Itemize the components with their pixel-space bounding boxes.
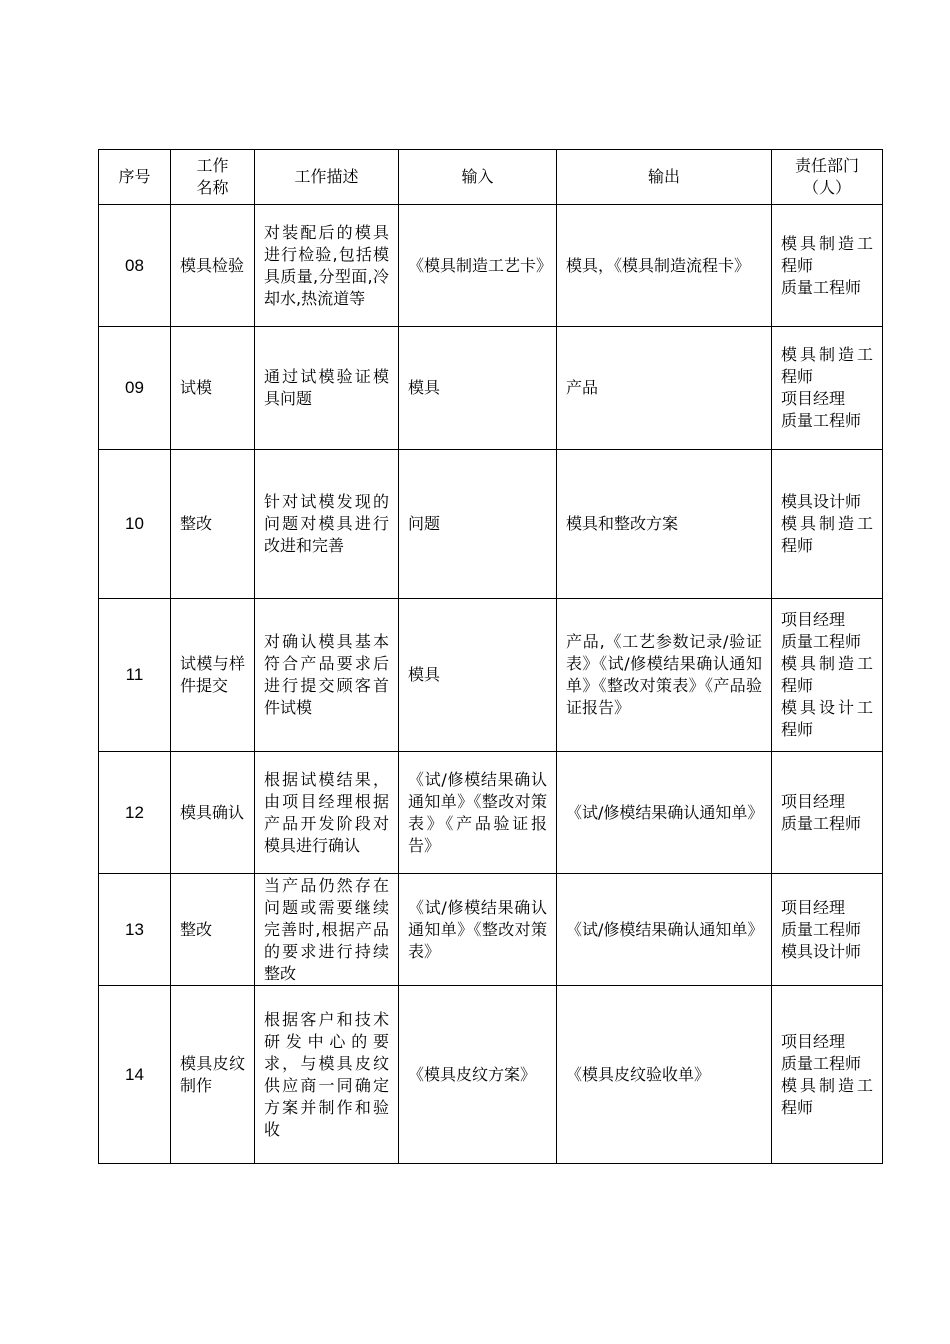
cell-desc: 对装配后的模具进行检验,包括模具质量,分型面,冷却水,热流道等: [255, 205, 399, 327]
cell-dept: 项目经理 质量工程师 模具制造工程师 模具设计工程师: [772, 599, 883, 752]
cell-num: 10: [99, 450, 171, 599]
header-work-desc: 工作描述: [255, 150, 399, 205]
cell-input: 模具: [399, 327, 557, 450]
cell-input: 《模具制造工艺卡》: [399, 205, 557, 327]
cell-num: 09: [99, 327, 171, 450]
cell-name: 整改: [171, 874, 255, 986]
table-row: [99, 752, 883, 874]
cell-dept: 模具设计师 模具制造工程师: [772, 450, 883, 599]
cell-input: 《试/修模结果确认通知单》《整改对策表》《产品验证报告》: [399, 752, 557, 874]
cell-num: 14: [99, 986, 171, 1164]
cell-dept: 项目经理 质量工程师 模具设计师: [772, 874, 883, 986]
header-output: 输出: [557, 150, 772, 205]
cell-dept: 模具制造工程师 质量工程师: [772, 205, 883, 327]
cell-output: 《模具皮纹验收单》: [557, 986, 772, 1164]
table-header-row: [99, 150, 883, 205]
cell-name: 整改: [171, 450, 255, 599]
cell-desc: 针对试模发现的问题对模具进行改进和完善: [255, 450, 399, 599]
cell-output: 模具和整改方案: [557, 450, 772, 599]
cell-input: 问题: [399, 450, 557, 599]
cell-input: 模具: [399, 599, 557, 752]
cell-name: 模具检验: [171, 205, 255, 327]
cell-num: 08: [99, 205, 171, 327]
work-process-table: [98, 149, 883, 1164]
cell-desc: 根据客户和技术研发中心的要求，与模具皮纹供应商一同确定方案并制作和验收: [255, 986, 399, 1164]
header-dept: 责任部门 （人）: [772, 150, 883, 205]
cell-num: 13: [99, 874, 171, 986]
header-work-name: 工作 名称: [171, 150, 255, 205]
cell-dept: 项目经理 质量工程师: [772, 752, 883, 874]
cell-name: 试模: [171, 327, 255, 450]
cell-input: 《模具皮纹方案》: [399, 986, 557, 1164]
table-row: [99, 450, 883, 599]
cell-desc: 根据试模结果，由项目经理根据产品开发阶段对模具进行确认: [255, 752, 399, 874]
cell-name: 试模与样件提交: [171, 599, 255, 752]
cell-output: 《试/修模结果确认通知单》: [557, 874, 772, 986]
header-input: 输入: [399, 150, 557, 205]
cell-input: 《试/修模结果确认通知单》《整改对策表》: [399, 874, 557, 986]
cell-desc: 对确认模具基本符合产品要求后进行提交顾客首件试模: [255, 599, 399, 752]
cell-name: 模具确认: [171, 752, 255, 874]
cell-name: 模具皮纹制作: [171, 986, 255, 1164]
cell-output: 产品,《工艺参数记录/验证表》《试/修模结果确认通知单》《整改对策表》《产品验证报告》: [557, 599, 772, 752]
header-seq: 序号: [99, 150, 171, 205]
table-row: [99, 874, 883, 986]
cell-num: 12: [99, 752, 171, 874]
cell-desc: 通过试模验证模具问题: [255, 327, 399, 450]
table-row: [99, 986, 883, 1164]
cell-output: 《试/修模结果确认通知单》: [557, 752, 772, 874]
cell-dept: 项目经理 质量工程师 模具制造工程师: [772, 986, 883, 1164]
cell-num: 11: [99, 599, 171, 752]
table-row: [99, 599, 883, 752]
table-row: [99, 327, 883, 450]
cell-output: 产品: [557, 327, 772, 450]
table-row: [99, 205, 883, 327]
cell-dept: 模具制造工程师 项目经理 质量工程师: [772, 327, 883, 450]
cell-output: 模具，《模具制造流程卡》: [557, 205, 772, 327]
cell-desc: 当产品仍然存在问题或需要继续完善时,根据产品的要求进行持续整改: [255, 874, 399, 986]
